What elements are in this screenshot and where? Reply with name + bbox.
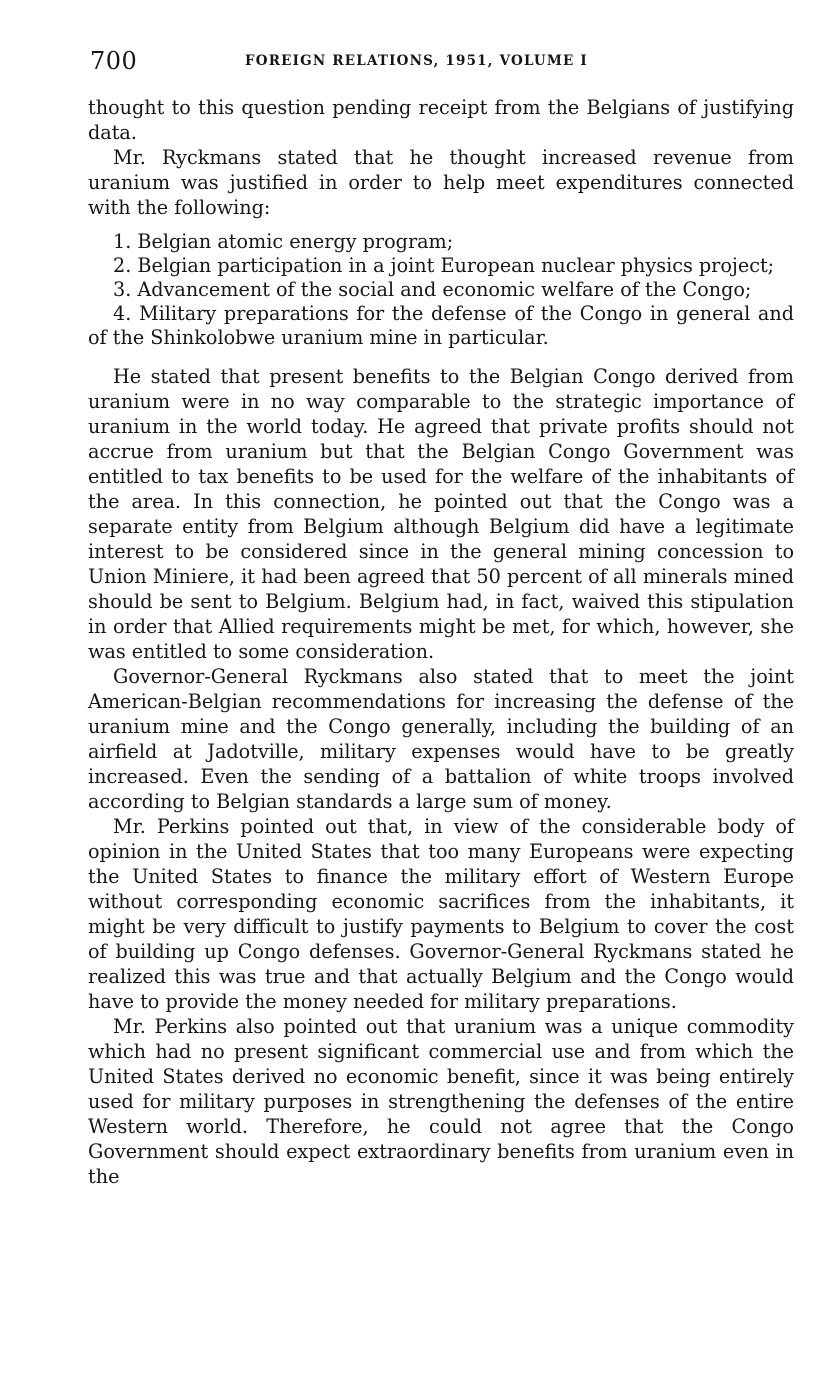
list-item: 1. Belgian atomic energy program; (113, 230, 454, 253)
page-number: 700 (90, 47, 138, 75)
paragraph: Mr. Perkins also pointed out that uranium was a unique commodity which had no present significant commercial use and from which the United States derived no economic benefit, since it was being entirely used for military purposes in strengthening the defenses of the entire Western world. Therefore, he could not agree that the Congo Government should expect extraordinary benefits from uranium even in the (88, 1015, 794, 1188)
body-text (88, 95, 794, 1189)
paragraph-continuation: thought to this question pending receipt from the Belgians of justifying data. (88, 96, 794, 144)
running-head: FOREIGN RELATIONS, 1951, VOLUME I (245, 53, 588, 69)
list-item: 2. Belgian participation in a joint European nuclear physics project; (113, 254, 775, 277)
paragraph: Mr. Ryckmans stated that he thought increased revenue from uranium was justified in order to help meet expenditures connected with the following: (88, 146, 794, 219)
list-item: 3. Advancement of the social and economic welfare of the Congo; (113, 278, 752, 301)
paragraph: He stated that present benefits to the Belgian Congo derived from uranium were in no way comparable to the strategic importance of uranium in the world today. He agreed that private profits should not accrue from uranium but that the Belgian Congo Government was entitled to tax benefits to be used for the welfare of the inhabitants of the area. In this connection, he pointed out that the Congo was a separate entity from Belgium although Belgium did have a legitimate interest to be considered since in the general mining concession to Union Miniere, it had been agreed that 50 percent of all minerals mined should be sent to Belgium. Belgium had, in fact, waived this stipulation in order that Allied requirements might be met, for which, however, she was entitled to some consideration. (88, 365, 794, 663)
paragraph: Governor-General Ryckmans also stated that to meet the joint American-Belgian recommendations for increasing the defense of the uranium mine and the Congo generally, including the building of an airfield at Jadotville, military expenses would have to be greatly increased. Even the sending of a battalion of white troops involved according to Belgian standards a large sum of money. (88, 665, 794, 813)
paragraph: Mr. Perkins pointed out that, in view of the considerable body of opinion in the United States that too many Europeans were expecting the United States to finance the military effort of Western Europe without corresponding economic sacrifices from the inhabitants, it might be very difficult to justify payments to Belgium to cover the cost of building up Congo defenses. Governor-General Ryckmans stated he realized this was true and that actually Belgium and the Congo would have to provide the money needed for military preparations. (88, 815, 794, 1013)
page-header (90, 44, 792, 78)
numbered-list (88, 230, 794, 350)
list-item: 4. Military preparations for the defense of the Congo in general and of the Shinkolobwe uranium mine in particular. (88, 302, 794, 349)
